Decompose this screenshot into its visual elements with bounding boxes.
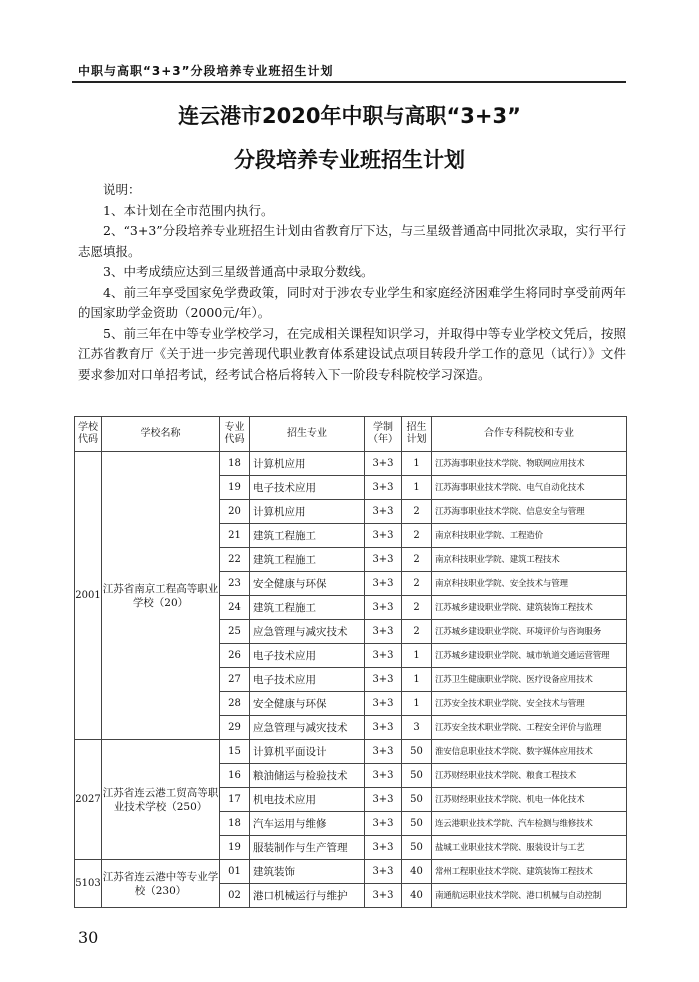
school-code-cell: 2027 bbox=[75, 740, 102, 860]
partner-cell: 江苏财经职业技术学院、粮食工程技术 bbox=[432, 764, 627, 788]
major-name-cell: 建筑工程施工 bbox=[250, 596, 365, 620]
duration-cell: 3+3 bbox=[365, 788, 402, 812]
school-name-cell: 江苏省连云港工贸高等职业技术学校（250） bbox=[102, 740, 220, 860]
duration-cell: 3+3 bbox=[365, 812, 402, 836]
quota-cell: 50 bbox=[402, 740, 432, 764]
document-title-line1: 连云港市2020年中职与高职“3+3” bbox=[178, 104, 521, 128]
partner-cell: 淮安信息职业技术学院、数字媒体应用技术 bbox=[432, 740, 627, 764]
table-row bbox=[75, 452, 627, 476]
header-major: 招生专业 bbox=[250, 417, 365, 452]
major-code-cell: 26 bbox=[220, 644, 250, 668]
partner-cell: 江苏财经职业技术学院、机电一体化技术 bbox=[432, 788, 627, 812]
header-duration: 学制（年） bbox=[365, 417, 402, 452]
duration-cell: 3+3 bbox=[365, 692, 402, 716]
duration-cell: 3+3 bbox=[365, 500, 402, 524]
partner-cell: 江苏海事职业技术学院、信息安全与管理 bbox=[432, 500, 627, 524]
major-name-cell: 安全健康与环保 bbox=[250, 572, 365, 596]
major-code-cell: 02 bbox=[220, 884, 250, 908]
duration-cell: 3+3 bbox=[365, 596, 402, 620]
quota-cell: 1 bbox=[402, 476, 432, 500]
note-item: 2、“3+3”分段培养专业班招生计划由省教育厅下达，与三星级普通高中同批次录取，实行平行志愿填报。 bbox=[78, 223, 626, 259]
duration-cell: 3+3 bbox=[365, 884, 402, 908]
quota-cell: 3 bbox=[402, 716, 432, 740]
duration-cell: 3+3 bbox=[365, 524, 402, 548]
notes-section bbox=[78, 180, 626, 385]
duration-cell: 3+3 bbox=[365, 764, 402, 788]
major-name-cell: 服装制作与生产管理 bbox=[250, 836, 365, 860]
quota-cell: 2 bbox=[402, 620, 432, 644]
school-code-cell: 5103 bbox=[75, 860, 102, 908]
table-body bbox=[75, 452, 627, 908]
major-name-cell: 建筑工程施工 bbox=[250, 548, 365, 572]
note-item: 4、前三年享受国家免学费政策，同时对于涉农专业学生和家庭经济困难学生将同时享受前两年的国家助学金资助（2000元/年）。 bbox=[78, 284, 626, 320]
major-name-cell: 粮油储运与检验技术 bbox=[250, 764, 365, 788]
major-code-cell: 27 bbox=[220, 668, 250, 692]
header-major-code: 专业代码 bbox=[220, 417, 250, 452]
duration-cell: 3+3 bbox=[365, 452, 402, 476]
duration-cell: 3+3 bbox=[365, 740, 402, 764]
major-name-cell: 计算机平面设计 bbox=[250, 740, 365, 764]
note-item: 1、本计划在全市范围内执行。 bbox=[103, 202, 274, 218]
major-code-cell: 25 bbox=[220, 620, 250, 644]
duration-cell: 3+3 bbox=[365, 620, 402, 644]
header-quota: 招生计划 bbox=[402, 417, 432, 452]
major-name-cell: 安全健康与环保 bbox=[250, 692, 365, 716]
major-name-cell: 汽车运用与维修 bbox=[250, 812, 365, 836]
quota-cell: 50 bbox=[402, 836, 432, 860]
duration-cell: 3+3 bbox=[365, 716, 402, 740]
major-code-cell: 29 bbox=[220, 716, 250, 740]
major-code-cell: 01 bbox=[220, 860, 250, 884]
quota-cell: 1 bbox=[402, 644, 432, 668]
quota-cell: 40 bbox=[402, 860, 432, 884]
major-code-cell: 19 bbox=[220, 476, 250, 500]
duration-cell: 3+3 bbox=[365, 668, 402, 692]
duration-cell: 3+3 bbox=[365, 476, 402, 500]
major-code-cell: 19 bbox=[220, 836, 250, 860]
partner-cell: 南京科技职业学院、工程造价 bbox=[432, 524, 627, 548]
major-name-cell: 计算机应用 bbox=[250, 500, 365, 524]
quota-cell: 2 bbox=[402, 572, 432, 596]
major-name-cell: 建筑装饰 bbox=[250, 860, 365, 884]
major-name-cell: 电子技术应用 bbox=[250, 668, 365, 692]
quota-cell: 2 bbox=[402, 524, 432, 548]
quota-cell: 50 bbox=[402, 764, 432, 788]
duration-cell: 3+3 bbox=[365, 860, 402, 884]
quota-cell: 2 bbox=[402, 596, 432, 620]
major-code-cell: 16 bbox=[220, 764, 250, 788]
quota-cell: 1 bbox=[402, 692, 432, 716]
partner-cell: 连云港职业技术学院、汽车检测与维修技术 bbox=[432, 812, 627, 836]
partner-cell: 江苏城乡建设职业学院、城市轨道交通运营管理 bbox=[432, 644, 627, 668]
major-code-cell: 20 bbox=[220, 500, 250, 524]
table-row bbox=[75, 860, 627, 884]
school-name-cell: 江苏省连云港中等专业学校（230） bbox=[102, 860, 220, 908]
major-name-cell: 计算机应用 bbox=[250, 452, 365, 476]
partner-cell: 盐城工业职业技术学院、服装设计与工艺 bbox=[432, 836, 627, 860]
header-rule bbox=[72, 81, 626, 83]
partner-cell: 江苏城乡建设职业学院、环境评价与咨询服务 bbox=[432, 620, 627, 644]
quota-cell: 50 bbox=[402, 788, 432, 812]
quota-cell: 1 bbox=[402, 452, 432, 476]
major-code-cell: 23 bbox=[220, 572, 250, 596]
duration-cell: 3+3 bbox=[365, 572, 402, 596]
partner-cell: 江苏卫生健康职业学院、医疗设备应用技术 bbox=[432, 668, 627, 692]
major-code-cell: 18 bbox=[220, 812, 250, 836]
enrollment-plan-table bbox=[74, 416, 627, 908]
major-code-cell: 22 bbox=[220, 548, 250, 572]
header-school-name: 学校名称 bbox=[102, 417, 220, 452]
quota-cell: 1 bbox=[402, 668, 432, 692]
school-code-cell: 2001 bbox=[75, 452, 102, 740]
running-header: 中职与高职“3+3”分段培养专业班招生计划 bbox=[78, 64, 334, 78]
quota-cell: 40 bbox=[402, 884, 432, 908]
major-name-cell: 机电技术应用 bbox=[250, 788, 365, 812]
partner-cell: 南通航运职业技术学院、港口机械与自动控制 bbox=[432, 884, 627, 908]
table-header-row bbox=[75, 417, 627, 452]
quota-cell: 2 bbox=[402, 548, 432, 572]
major-code-cell: 18 bbox=[220, 452, 250, 476]
note-item: 5、前三年在中等专业学校学习，在完成相关课程知识学习，并取得中等专业学校文凭后，按照江苏省教育厅《关于进一步完善现代职业教育体系建设试点项目转段升学工作的意见（试行）》文件要求参加对口单招考试，经考试合格后将转入下一阶段专科院校学习深造。 bbox=[78, 325, 626, 382]
page-number: 30 bbox=[78, 928, 99, 947]
major-name-cell: 电子技术应用 bbox=[250, 476, 365, 500]
major-code-cell: 28 bbox=[220, 692, 250, 716]
major-name-cell: 电子技术应用 bbox=[250, 644, 365, 668]
major-name-cell: 港口机械运行与维护 bbox=[250, 884, 365, 908]
partner-cell: 江苏海事职业技术学院、物联网应用技术 bbox=[432, 452, 627, 476]
partner-cell: 常州工程职业技术学院、建筑装饰工程技术 bbox=[432, 860, 627, 884]
note-item: 3、中考成绩应达到三星级普通高中录取分数线。 bbox=[103, 264, 374, 279]
quota-cell: 50 bbox=[402, 812, 432, 836]
partner-cell: 江苏安全技术职业学院、安全技术与管理 bbox=[432, 692, 627, 716]
major-code-cell: 24 bbox=[220, 596, 250, 620]
header-partner: 合作专科院校和专业 bbox=[432, 417, 627, 452]
major-name-cell: 建筑工程施工 bbox=[250, 524, 365, 548]
partner-cell: 江苏城乡建设职业学院、建筑装饰工程技术 bbox=[432, 596, 627, 620]
partner-cell: 南京科技职业学院、安全技术与管理 bbox=[432, 572, 627, 596]
major-name-cell: 应急管理与减灾技术 bbox=[250, 716, 365, 740]
document-title-line2: 分段培养专业班招生计划 bbox=[234, 148, 465, 172]
duration-cell: 3+3 bbox=[365, 836, 402, 860]
partner-cell: 江苏安全技术职业学院、工程安全评价与监理 bbox=[432, 716, 627, 740]
major-code-cell: 21 bbox=[220, 524, 250, 548]
school-name-cell: 江苏省南京工程高等职业学校（20） bbox=[102, 452, 220, 740]
partner-cell: 南京科技职业学院、建筑工程技术 bbox=[432, 548, 627, 572]
duration-cell: 3+3 bbox=[365, 548, 402, 572]
quota-cell: 2 bbox=[402, 500, 432, 524]
header-school-code: 学校代码 bbox=[75, 417, 102, 452]
notes-heading: 说明： bbox=[103, 182, 141, 197]
partner-cell: 江苏海事职业技术学院、电气自动化技术 bbox=[432, 476, 627, 500]
major-code-cell: 15 bbox=[220, 740, 250, 764]
table-row bbox=[75, 740, 627, 764]
duration-cell: 3+3 bbox=[365, 644, 402, 668]
major-name-cell: 应急管理与减灾技术 bbox=[250, 620, 365, 644]
major-code-cell: 17 bbox=[220, 788, 250, 812]
